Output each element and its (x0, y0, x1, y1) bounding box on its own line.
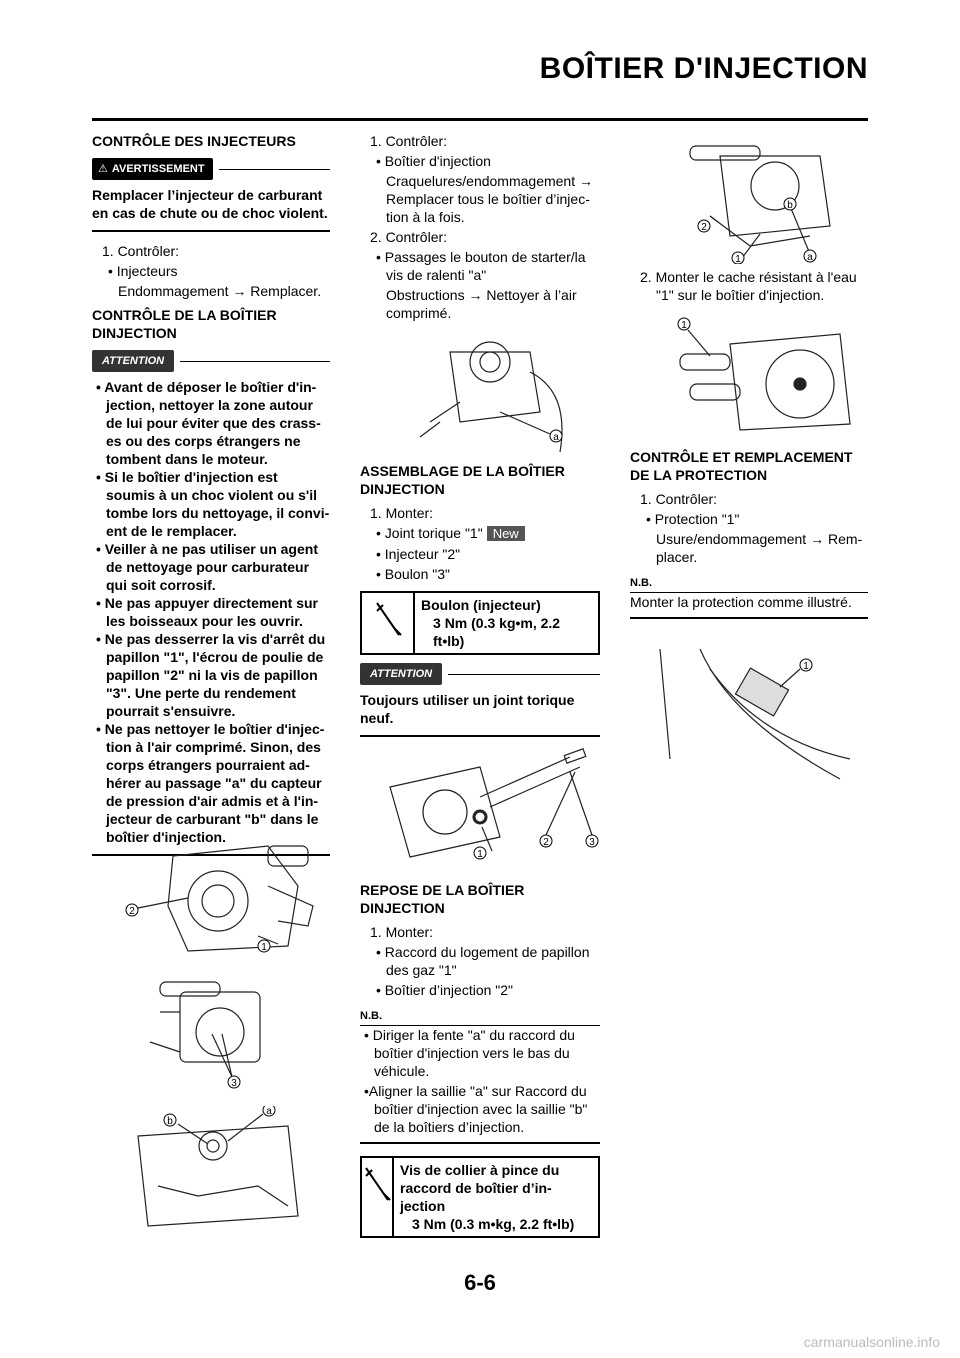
spec-value: 3 Nm (0.3 m•kg, 2.2 ft•lb) (412, 1216, 575, 1232)
attention-box (92, 350, 330, 856)
attention-item: • Avant de déposer le boîtier d'in- jection, nettoyer la zone autour de lui pour éviter que des crass- es ou des corps étrangers ne tombent dans le moteur. (96, 379, 321, 467)
step-item: • Injecteurs (108, 263, 178, 279)
warning-text: Remplacer l’injecteur de carburant en cas de chute ou de choc violent. (92, 187, 328, 221)
callout-label: 3 (589, 837, 595, 848)
column-middle (360, 132, 600, 1246)
step-action: Endommagement → Remplacer. (118, 283, 322, 299)
callout-label: 1 (681, 320, 687, 331)
step: 2. Contrôler: (370, 229, 448, 245)
attention-item: • Ne pas desserrer la vis d'arrêt du papillon "1", l'écrou de poulie de papillon "2" ni la vis de papillon "3". Une perte du rendement pourrait s'ensuivre. (96, 631, 326, 719)
torque-wrench-icon (362, 1164, 392, 1204)
callout-label: 3 (231, 1078, 237, 1089)
figure-throttle-body-side (118, 826, 318, 966)
attention-item: • Veiller à ne pas utiliser un agent de nettoyage pour carburateur qui soit corrosif. (96, 541, 318, 593)
callout-label: 1 (803, 661, 809, 672)
callout-label: 1 (261, 942, 267, 953)
figure-protection (640, 639, 850, 789)
step-item: • Boulon "3" (376, 566, 450, 582)
callout-label: 2 (129, 906, 135, 917)
attention-text: Toujours utiliser un joint torique neuf. (360, 692, 575, 726)
torque-wrench-icon (373, 599, 403, 639)
step-item: • Raccord du logement de papillon des gaz "1" (376, 944, 590, 978)
callout-label: 1 (477, 849, 483, 860)
callout-label: 1 (735, 254, 741, 264)
callout-label: 2 (701, 222, 707, 233)
step-item: • Protection "1" (646, 511, 740, 527)
step: 2. Monter le cache résistant à l'eau "1" sur le boîtier d'injection. (640, 269, 857, 303)
attention-item: • Ne pas nettoyer le boîtier d'injec- tion à l'air comprimé. Sinon, des corps étrangers pourraient ad- hérer au passage "a" du capteur de pression d'air admis et à l'in- jecteur de carburant "b" dans le boîtier d'injection. (96, 721, 325, 845)
column-right (630, 132, 868, 789)
step-action: Craquelures/endommagement → Remplacer tous le boîtier d’injec- tion à la fois. (386, 173, 593, 225)
torque-spec-box (360, 591, 600, 655)
step-item: • Passages le bouton de starter/la vis de ralenti "a" (376, 249, 586, 283)
attention-item: • Si le boîtier d'injection est soumis à un choc violent ou s'il tombe lors du nettoyage, il convi- ent de le remplacer. (96, 469, 330, 539)
title-rule (92, 118, 868, 121)
step: 1. Contrôler: (370, 133, 448, 149)
section-title-install: REPOSE DE LA BOÎTIER DINJECTION (360, 882, 525, 916)
section-title-injectors: CONTRÔLE DES INJECTEURS (92, 133, 296, 149)
column-left (92, 132, 330, 866)
step-action: Usure/endommagement → Rem- placer. (656, 531, 863, 565)
callout-label: a (266, 1106, 272, 1117)
note-label: N.B. (360, 1007, 600, 1026)
step-item: • Boîtier d'injection (376, 153, 491, 169)
note-label: N.B. (630, 574, 868, 593)
callout-label: 2 (543, 837, 549, 848)
step: 1. Monter: (370, 924, 434, 940)
attention-item: • Ne pas appuyer directement sur les boisseaux pour les ouvrir. (96, 595, 318, 629)
section-title-throttle-body: CONTRÔLE DE LA BOÎTIER DINJECTION (92, 307, 277, 341)
step-item: • Injecteur "2" (376, 546, 461, 562)
figure-water-cover (670, 314, 860, 440)
watermark: carmanualsonline.info (803, 1334, 940, 1350)
spec-title: Vis de collier à pince du raccord de boîtier d’in- jection (400, 1162, 560, 1214)
callout-label: b (787, 200, 793, 211)
note-item: •Aligner la saillie "a" sur Raccord du boîtier d'injection avec la saillie "b" de la boîtiers d’injection. (364, 1083, 588, 1135)
figure-throttle-screws (140, 972, 290, 1092)
note-item: • Diriger la fente "a" du raccord du boîtier d'injection vers le bas du véhicule. (364, 1027, 575, 1079)
warning-badge: ⚠ AVERTISSEMENT (92, 158, 213, 180)
warning-box (92, 158, 330, 232)
step: 1. Contrôler: (102, 243, 180, 259)
new-tag: New (487, 526, 525, 541)
attention-box (360, 663, 600, 737)
step: 1. Contrôler: (640, 491, 718, 507)
figure-throttle-passages (118, 1106, 318, 1236)
spec-value: 3 Nm (0.3 kg•m, 2.2 ft•lb) (433, 615, 561, 649)
warning-triangle-icon: ⚠ (98, 163, 108, 175)
callout-label: b (167, 1116, 173, 1127)
torque-spec-box (360, 1156, 600, 1238)
step: 1. Monter: (370, 505, 434, 521)
step-item: • Joint torique "1" New (360, 524, 600, 543)
step-item: • Boîtier d’injection "2" (376, 982, 514, 998)
step-action: Obstructions → Nettoyer à l’air comprimé. (386, 287, 577, 321)
figure-throttle-body-check (670, 136, 850, 264)
section-title-assembly: ASSEMBLAGE DE LA BOÎTIER DINJECTION (360, 463, 565, 497)
page-title: BOÎTIER D'INJECTION (539, 52, 868, 85)
attention-badge: ATTENTION (360, 663, 442, 685)
callout-label: a (807, 252, 813, 263)
section-title-protection: CONTRÔLE ET REMPLACEMENT DE LA PROTECTION (630, 449, 853, 483)
page-number: 6-6 (464, 1270, 496, 1295)
figure-starter-passage (400, 332, 580, 454)
callout-label: a (553, 432, 559, 443)
figure-injector-assembly (370, 747, 600, 873)
spec-title: Boulon (injecteur) (421, 597, 541, 613)
attention-badge: ATTENTION (92, 350, 174, 372)
note-text: Monter la protection comme illustré. (630, 594, 852, 610)
